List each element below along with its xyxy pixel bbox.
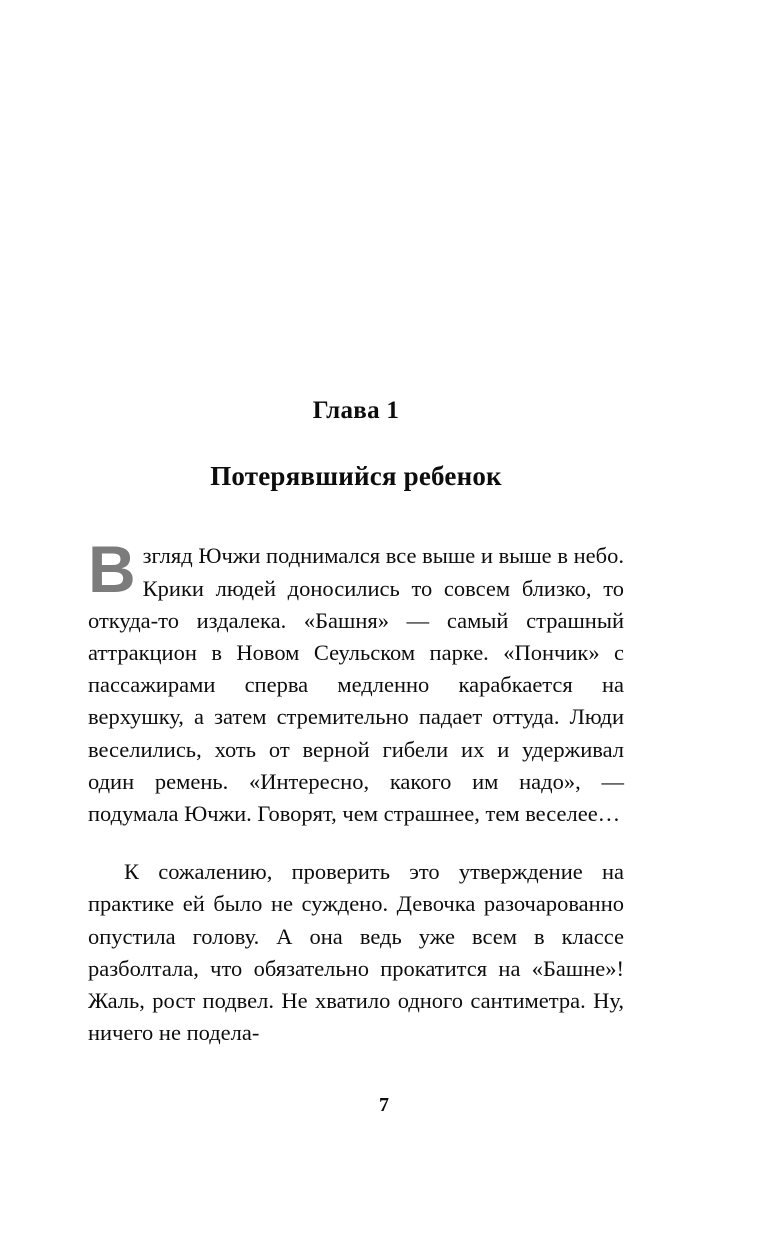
paragraph-first bbox=[88, 532, 624, 830]
paragraph-text: К сожалению, проверить это утверждение на практике ей было не суждено. Девочка разочарованно опустила голову. А она ведь уже всем в классе разболтала, что обязательно прокатится на «Башне»! Жаль, рост подвел. Не хватило одного сантиметра. Ну, ничего не подела- bbox=[88, 859, 624, 1046]
paragraph-second bbox=[88, 856, 624, 1049]
page-number: 7 bbox=[379, 1094, 389, 1116]
chapter-title: Потерявшийся ребенок bbox=[210, 461, 502, 491]
chapter-number: Глава 1 bbox=[312, 397, 400, 424]
page-content bbox=[88, 396, 624, 1049]
drop-cap-letter: В bbox=[88, 532, 136, 607]
paragraph-text: згляд Ючжи поднимался все выше и выше в небо. Крики людей доносились то совсем близко, то откуда-то издалека. «Башня» — самый страшный аттракцион в Новом Сеульском парке. «Пончик» с пассажирами сперва медленно карабкается на верхушку, а затем стремительно падает оттуда. Люди веселились, хоть от верной гибели их и удерживал один ремень. «Интересно, какого им надо», — подумала Ючжи. Говорят, чем страшнее, тем веселее… bbox=[88, 543, 624, 827]
